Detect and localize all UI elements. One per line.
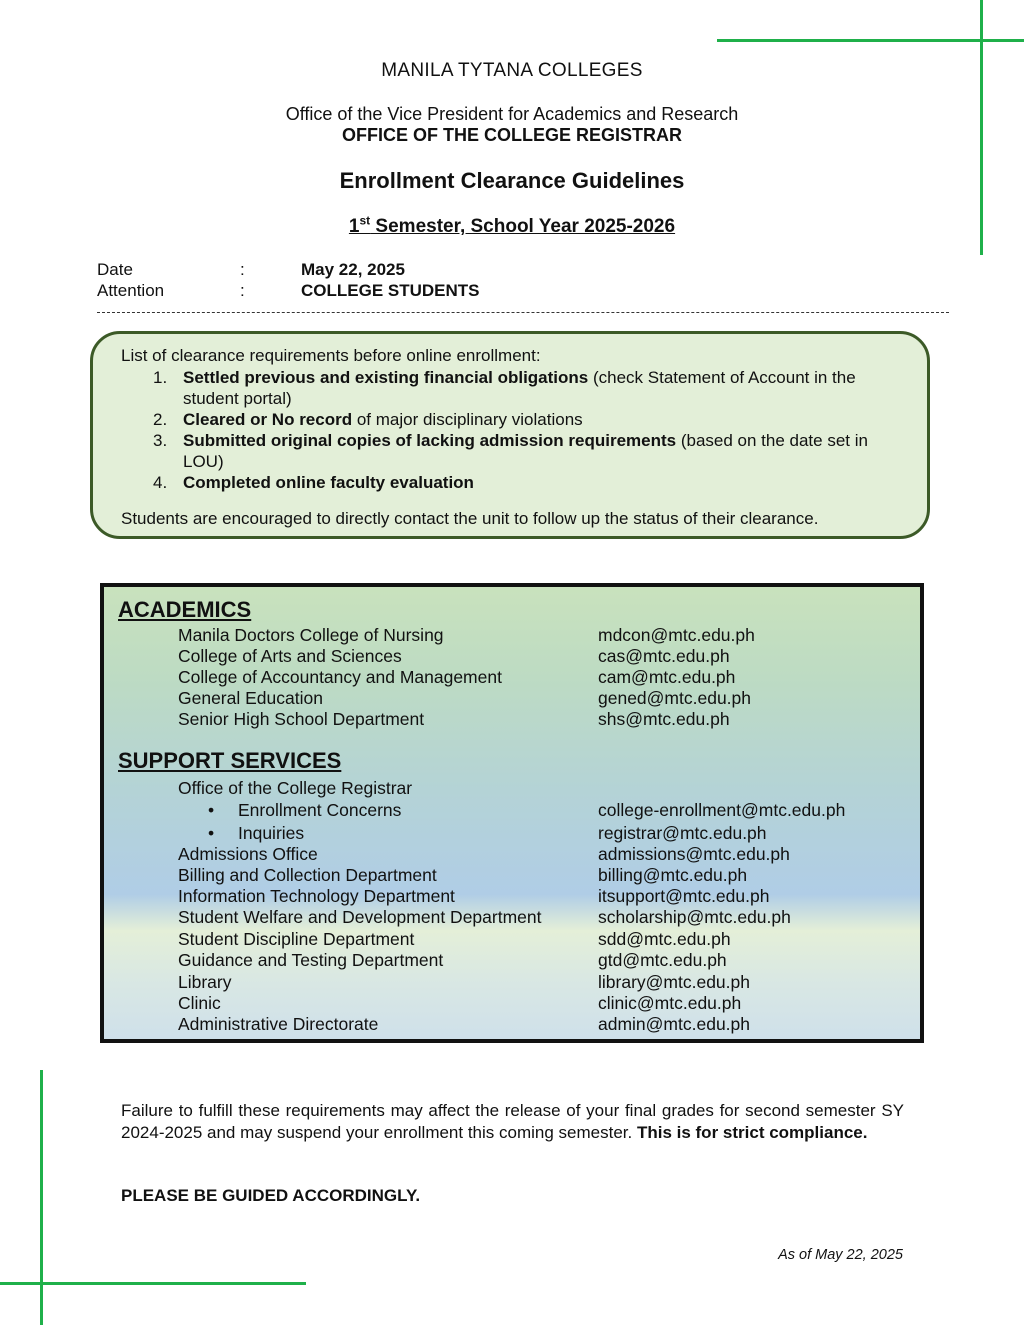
unit-email: billing@mtc.edu.ph bbox=[598, 865, 748, 885]
date-value: May 22, 2025 bbox=[301, 260, 405, 279]
requirement-bold: Completed online faculty evaluation bbox=[183, 473, 474, 492]
unit-name: Admissions Office bbox=[178, 844, 318, 864]
requirements-intro: List of clearance requirements before online enrollment: bbox=[121, 346, 541, 365]
corner-line-bottom-horizontal bbox=[0, 1282, 306, 1285]
unit-name: Information Technology Department bbox=[178, 886, 455, 906]
contact-row bbox=[178, 950, 918, 971]
semester-line bbox=[0, 214, 1024, 238]
unit-name: General Education bbox=[178, 688, 323, 708]
divider bbox=[97, 312, 949, 313]
contact-row bbox=[178, 667, 918, 688]
attention-label: Attention bbox=[97, 281, 165, 300]
requirement-detail: (based on the date set in LOU) bbox=[183, 431, 868, 471]
corner-line-bottom-vertical bbox=[40, 1070, 43, 1325]
guided-notice: PLEASE BE GUIDED ACCORDINGLY. bbox=[121, 1186, 421, 1205]
bullet-icon: • bbox=[208, 823, 215, 843]
requirement-number: 3. bbox=[153, 431, 168, 450]
contact-row bbox=[178, 844, 918, 865]
contact-subrow bbox=[178, 823, 918, 844]
unit-name: Student Welfare and Development Department bbox=[178, 907, 542, 927]
unit-name: Enrollment Concerns bbox=[238, 800, 402, 820]
contact-row bbox=[178, 688, 918, 709]
warning-text: Failure to fulfill these requirements may affect the release of your final grades for second semester SY 2024-2025 and may suspend your enrollment this coming semester. bbox=[121, 1101, 904, 1142]
unit-name: Library bbox=[178, 972, 232, 992]
unit-name: Senior High School Department bbox=[178, 709, 425, 729]
unit-email: itsupport@mtc.edu.ph bbox=[598, 886, 770, 906]
contact-row bbox=[178, 865, 918, 886]
unit-email: registrar@mtc.edu.ph bbox=[598, 823, 767, 843]
unit-email: admissions@mtc.edu.ph bbox=[598, 844, 790, 864]
unit-name: Manila Doctors College of Nursing bbox=[178, 625, 444, 645]
requirement-item bbox=[121, 367, 911, 409]
contacts-box bbox=[100, 583, 924, 1043]
contact-row bbox=[178, 886, 918, 907]
date-label: Date bbox=[97, 260, 133, 279]
requirement-number: 2. bbox=[153, 410, 168, 429]
requirement-item bbox=[121, 430, 911, 472]
unit-email: cas@mtc.edu.ph bbox=[598, 646, 730, 666]
unit-email: gtd@mtc.edu.ph bbox=[598, 950, 727, 970]
unit-name: Office of the College Registrar bbox=[178, 778, 413, 798]
semester-number: 1 bbox=[348, 216, 360, 238]
contact-row bbox=[178, 993, 918, 1014]
unit-email: library@mtc.edu.ph bbox=[598, 972, 750, 992]
corner-line-top-horizontal bbox=[717, 39, 1024, 42]
bullet-icon: • bbox=[208, 800, 215, 820]
attention-separator: : bbox=[240, 281, 245, 300]
requirement-bold: Settled previous and existing financial obligations bbox=[183, 368, 589, 387]
date-separator: : bbox=[240, 260, 245, 279]
unit-name: Billing and Collection Department bbox=[178, 865, 437, 885]
contact-row bbox=[178, 929, 918, 950]
document-title: Enrollment Clearance Guidelines bbox=[339, 168, 685, 193]
contact-row bbox=[178, 646, 918, 667]
unit-name: Guidance and Testing Department bbox=[178, 950, 444, 970]
as-of-date: As of May 22, 2025 bbox=[778, 1247, 903, 1263]
unit-email: admin@mtc.edu.ph bbox=[598, 1014, 751, 1034]
contact-row bbox=[178, 778, 918, 799]
office-registrar: OFFICE OF THE COLLEGE REGISTRAR bbox=[341, 125, 682, 145]
warning-emphasis: This is for strict compliance. bbox=[636, 1122, 868, 1142]
requirements-list bbox=[121, 367, 911, 493]
contact-subrow bbox=[178, 800, 918, 821]
unit-email: gened@mtc.edu.ph bbox=[598, 688, 752, 708]
contact-row bbox=[178, 1014, 918, 1035]
contact-row bbox=[178, 625, 918, 646]
requirement-number: 1. bbox=[153, 368, 168, 387]
academics-heading: ACADEMICS bbox=[118, 597, 252, 622]
requirement-detail: (check Statement of Account in the student portal) bbox=[183, 368, 856, 408]
requirement-bold: Cleared or No record bbox=[183, 410, 353, 429]
unit-email: clinic@mtc.edu.ph bbox=[598, 993, 742, 1013]
attention-value: COLLEGE STUDENTS bbox=[301, 281, 480, 300]
requirement-item bbox=[121, 472, 911, 493]
school-name: MANILA TYTANA COLLEGES bbox=[381, 60, 643, 81]
unit-email: shs@mtc.edu.ph bbox=[598, 709, 730, 729]
warning-paragraph bbox=[121, 1100, 904, 1143]
unit-email: scholarship@mtc.edu.ph bbox=[598, 907, 791, 927]
unit-name: College of Accountancy and Management bbox=[178, 667, 502, 687]
office-vp: Office of the Vice President for Academics and Research bbox=[285, 104, 739, 124]
unit-name: Student Discipline Department bbox=[178, 929, 415, 949]
requirement-item bbox=[121, 409, 911, 430]
unit-name: College of Arts and Sciences bbox=[178, 646, 402, 666]
requirement-bold: Submitted original copies of lacking admission requirements bbox=[183, 431, 677, 450]
unit-email: sdd@mtc.edu.ph bbox=[598, 929, 731, 949]
unit-name: Administrative Directorate bbox=[178, 1014, 379, 1034]
contact-row bbox=[178, 709, 918, 730]
semester-suffix: st bbox=[359, 214, 371, 228]
requirement-detail: of major disciplinary violations bbox=[352, 410, 583, 429]
unit-name: Inquiries bbox=[238, 823, 305, 843]
unit-name: Clinic bbox=[178, 993, 221, 1013]
requirement-number: 4. bbox=[153, 473, 168, 492]
unit-email: cam@mtc.edu.ph bbox=[598, 667, 736, 687]
contact-row bbox=[178, 972, 918, 993]
unit-email: college-enrollment@mtc.edu.ph bbox=[598, 800, 846, 820]
requirements-note: Students are encouraged to directly contact the unit to follow up the status of their clearance. bbox=[121, 509, 819, 528]
contact-row bbox=[178, 907, 918, 928]
requirements-box bbox=[90, 331, 930, 539]
unit-email: mdcon@mtc.edu.ph bbox=[598, 625, 755, 645]
support-heading: SUPPORT SERVICES bbox=[118, 748, 342, 773]
semester-text: Semester, School Year 2025-2026 bbox=[370, 216, 676, 238]
